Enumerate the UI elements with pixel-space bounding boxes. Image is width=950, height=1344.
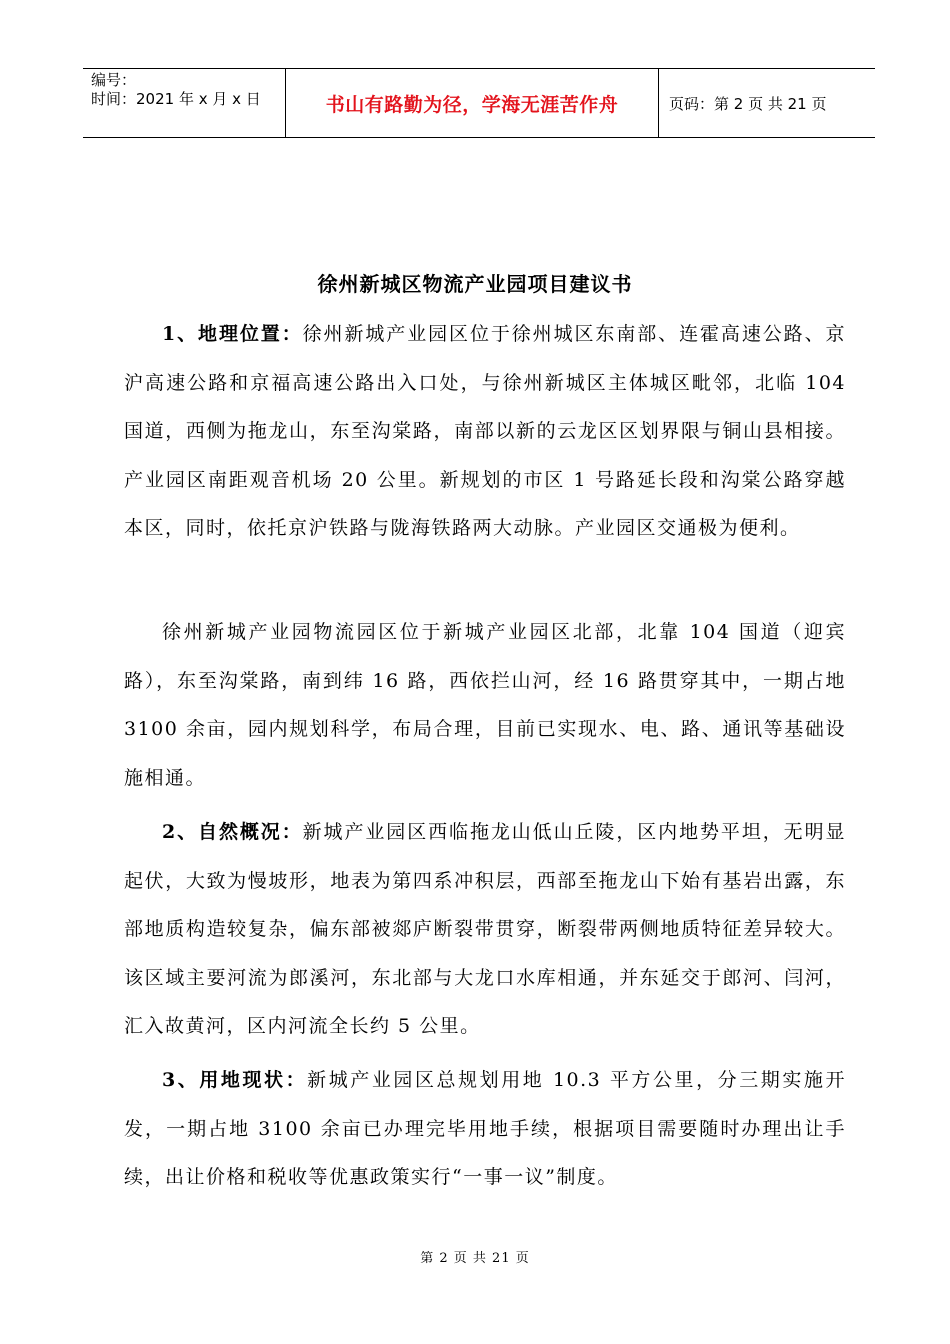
section-location <box>124 310 846 553</box>
section-heading: 1、地理位置： <box>162 323 303 345</box>
header-page-code: 页码：第 2 页 共 21 页 <box>669 94 827 113</box>
section-land-status <box>124 1056 846 1202</box>
header-motto: 书山有路勤为径，学海无涯苦作舟 <box>286 69 659 137</box>
section-natural-conditions <box>124 808 846 1051</box>
section-body: 徐州新城产业园区位于徐州城区东南部、连霍高速公路、京沪高速公路和京福高速公路出入口处，与徐州新城区主体城区毗邻，北临 104 国道，西侧为拖龙山，东至沟棠路，南部以新的云龙区区划界限与铜山县相接。产业园区南距观音机场 20 公里。新规划的市区 1 号路延长段和沟棠公路穿越本区，同时，依托京沪铁路与陇海铁路两大动脉。产业园区交通极为便利。 <box>124 323 846 539</box>
page-footer: 第 2 页 共 21 页 <box>420 1251 530 1266</box>
section-heading: 2、自然概况： <box>162 821 303 843</box>
page-header <box>83 68 875 138</box>
document-title: 徐州新城区物流产业园项目建议书 <box>317 272 633 296</box>
section-heading: 3、用地现状： <box>162 1069 308 1091</box>
section-body: 徐州新城产业园物流园区位于新城产业园区北部，北靠 104 国道（迎宾路），东至沟棠路，南到纬 16 路，西依拦山河，经 16 路贯穿其中，一期占地 3100 余亩，园内规划科学，布局合理，目前已实现水、电、路、通讯等基础设施相通。 <box>124 621 846 789</box>
header-meta <box>83 69 286 137</box>
document-number-label: 编号： <box>91 71 137 89</box>
section-body: 新城产业园区西临拖龙山低山丘陵，区内地势平坦，无明显起伏，大致为慢坡形，地表为第四系冲积层，西部至拖龙山下始有基岩出露，东部地质构造较复杂，偏东部被郯庐断裂带贯穿，断裂带两侧地质特征差异较大。该区域主要河流为郎溪河，东北部与大龙口水库相通，并东延交于郎河、闫河，汇入故黄河，区内河流全长约 5 公里。 <box>124 821 846 1037</box>
section-logistics-park <box>124 608 846 802</box>
section-body: 新城产业园区总规划用地 10.3 平方公里，分三期实施开发，一期占地 3100 余亩已办理完毕用地手续，根据项目需要随时办理出让手续，出让价格和税收等优惠政策实行“一事一议”制度。 <box>124 1069 846 1188</box>
document-date-label: 时间：2021 年 x 月 x 日 <box>91 90 261 108</box>
